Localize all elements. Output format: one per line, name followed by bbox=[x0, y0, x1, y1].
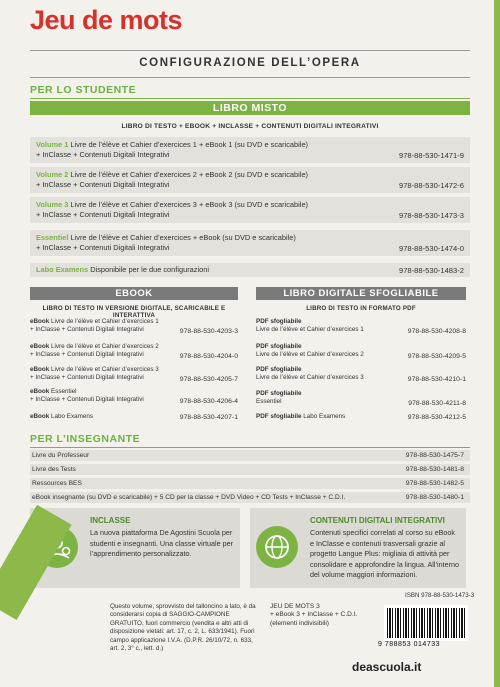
item-description-extra: + InClasse + Contenuti Digitali Integrativi bbox=[36, 149, 170, 159]
item-description: Labo Examens bbox=[51, 413, 94, 420]
globe-icon bbox=[256, 526, 298, 568]
item-description: Disponibile per le due configurazioni bbox=[90, 265, 209, 274]
item-description: Livre de l’élève et Cahier d’exercices 2 + eBook 2 (su DVD e scaricabile) bbox=[70, 170, 309, 179]
list-item bbox=[256, 413, 466, 422]
item-description: Livre de l’élève et Cahier d’exercices 2 bbox=[51, 343, 159, 350]
item-description-extra: + InClasse + Contenuti Digitali Integrativi bbox=[36, 209, 170, 219]
isbn-code: 978-88-530-1475-7 bbox=[405, 452, 464, 459]
volume-label: Volume 1 bbox=[36, 140, 69, 149]
isbn-code: 978-88-530-1473-3 bbox=[398, 210, 464, 220]
isbn-code: 978-88-530-1480-1 bbox=[405, 494, 464, 501]
legal-notice: Questo volume, sprovvisto del talloncino a lato, è da considerarsi copia di SAGGIO-CAMPIONE GRATUITO, fuori commercio (vendita e altri atti di disposizione vietati: art. 17, c. 2, L. 633/1941). Fuori campo applicazione I.V.A. (D.P.R. 26/10/72, n. 633, art. 2, 3° c., lett. d.) bbox=[110, 603, 256, 653]
cdi-box bbox=[250, 508, 466, 588]
ebook-label: eBook bbox=[30, 388, 50, 395]
item-description: Labo Examens bbox=[303, 413, 346, 420]
item-description: Livre de l’élève et Cahier d’exercices + eBook (su DVD e scaricabile) bbox=[70, 233, 296, 242]
volume-label: Volume 3 bbox=[36, 200, 69, 209]
item-description: Livre des Tests bbox=[32, 466, 76, 473]
libro-misto-bar: LIBRO MISTO bbox=[30, 101, 470, 115]
barcode bbox=[384, 605, 468, 641]
item-description: eBook insegnante (su DVD e scaricabile) + 5 CD per la classe + DVD Video + CD Tests + InClasse + C.D.I. bbox=[32, 494, 346, 501]
item-description: Livre de l’élève et Cahier d’exercices 3 bbox=[256, 374, 364, 381]
isbn-code: 978-88-530-1483-2 bbox=[398, 265, 464, 275]
cdi-text: Contenuti specifici correlati al corso su eBook e InClasse e contenuti trasversali grazie al progetto Langue Plus: migliaia di attività per consolidare e approfondire la lingua. All’interno del volume maggiori informazioni. bbox=[310, 528, 460, 579]
item-description-extra: + InClasse + Contenuti Digitali Integrativi bbox=[36, 242, 170, 252]
isbn-code: 978-88-530-1472-6 bbox=[398, 180, 464, 190]
pdf-label: PDF sfogliabile bbox=[256, 413, 302, 420]
product-line: + eBook 3 + InClasse + C.D.I. bbox=[270, 611, 358, 619]
isbn-code: 978-88-530-4207-1 bbox=[179, 414, 238, 421]
ebook-label: eBook bbox=[30, 413, 50, 420]
isbn-code: 978-88-530-1471-9 bbox=[398, 150, 464, 160]
ebook-bar: EBOOK bbox=[30, 287, 238, 300]
list-item bbox=[30, 464, 470, 475]
list-item bbox=[30, 413, 238, 422]
item-description: Livre de l’élève et Cahier d’exercices 3 bbox=[51, 366, 159, 373]
list-item bbox=[30, 388, 238, 406]
isbn-label: ISBN 978-88-530-1473-3 bbox=[405, 592, 475, 599]
item-description: Essentiel bbox=[51, 388, 77, 395]
item-description: Livre de l’élève et Cahier d’exercices 1 + eBook 1 (su DVD e scaricabile) bbox=[70, 140, 309, 149]
isbn-code: 978-88-530-4204-0 bbox=[179, 353, 238, 360]
book-title: Jeu de mots bbox=[30, 5, 183, 35]
teacher-heading: PER L’INSEGNANTE bbox=[30, 433, 141, 445]
ebook-label: eBook bbox=[30, 366, 50, 373]
inclasse-text: La nuova piattaforma De Agostini Scuola per studenti e insegnanti. Una classe virtuale per l’apprendimento personalizzato. bbox=[90, 528, 234, 558]
list-item bbox=[30, 343, 238, 361]
item-description: Livre de l’élève et Cahier d’exercices 2 bbox=[256, 351, 364, 358]
isbn-code: 978-88-530-4205-7 bbox=[179, 376, 238, 383]
pdf-label: PDF sfogliabile bbox=[256, 318, 302, 325]
list-item bbox=[30, 478, 470, 489]
item-description-extra: + InClasse + Contenuti Digitali Integrativi bbox=[30, 326, 144, 333]
list-item bbox=[30, 230, 470, 256]
labo-label: Labo Examens bbox=[36, 265, 89, 274]
isbn-code: 978-88-530-1481-8 bbox=[405, 466, 464, 473]
list-item bbox=[256, 390, 466, 408]
item-description-extra: + InClasse + Contenuti Digitali Integrativi bbox=[30, 351, 144, 358]
item-description-extra: + InClasse + Contenuti Digitali Integrativi bbox=[36, 179, 170, 189]
isbn-code: 978-88-530-1474-0 bbox=[398, 243, 464, 253]
list-item bbox=[30, 492, 470, 503]
pdf-label: PDF sfogliabile bbox=[256, 343, 302, 350]
item-description: Essentiel bbox=[256, 398, 282, 405]
isbn-code: 978-88-530-1482-5 bbox=[405, 480, 464, 487]
list-item bbox=[30, 450, 470, 461]
pdf-label: PDF sfogliabile bbox=[256, 390, 302, 397]
isbn-code: 978-88-530-4208-8 bbox=[407, 328, 466, 335]
isbn-code: 978-88-530-4206-4 bbox=[179, 398, 238, 405]
divider bbox=[30, 447, 470, 448]
list-item bbox=[30, 366, 238, 384]
item-description-extra: + InClasse + Contenuti Digitali Integrativi bbox=[30, 374, 144, 381]
barcode-number: 9 788853 014733 bbox=[378, 641, 440, 648]
ebook-label: eBook bbox=[30, 343, 50, 350]
item-description-extra: + InClasse + Contenuti Digitali Integrativi bbox=[30, 396, 144, 403]
pdf-label: PDF sfogliabile bbox=[256, 366, 302, 373]
list-item bbox=[30, 318, 238, 336]
isbn-code: 978-88-530-4209-5 bbox=[407, 353, 466, 360]
cdi-title: CONTENUTI DIGITALI INTEGRATIVI bbox=[310, 516, 445, 525]
product-line: JEU DE MOTS 3 bbox=[270, 603, 320, 610]
volume-label: Volume 2 bbox=[36, 170, 69, 179]
sfogliabile-subhead: LIBRO DI TESTO IN FORMATO PDF bbox=[306, 305, 416, 312]
libro-misto-subhead: LIBRO DI TESTO + EBOOK + INCLASSE + CONTENUTI DIGITALI INTEGRATIVI bbox=[121, 123, 379, 130]
item-description: Livre de l’élève et Cahier d’exercices 3 + eBook 3 (su DVD e scaricabile) bbox=[70, 200, 309, 209]
item-description: Livre du Professeur bbox=[32, 452, 90, 459]
ebook-subhead: LIBRO DI TESTO IN VERSIONE DIGITALE, SCARICABILE E INTERATTIVA bbox=[42, 305, 226, 319]
isbn-code: 978-88-530-4212-5 bbox=[407, 414, 466, 421]
list-item bbox=[256, 366, 466, 384]
right-edge-stripe bbox=[494, 0, 500, 687]
list-item bbox=[30, 137, 470, 163]
list-item bbox=[256, 318, 466, 336]
list-item bbox=[30, 197, 470, 223]
student-heading: PER LO STUDENTE bbox=[30, 84, 137, 96]
list-item bbox=[30, 167, 470, 193]
product-description bbox=[270, 603, 380, 628]
website[interactable]: deascuola.it bbox=[352, 660, 422, 674]
divider bbox=[30, 98, 470, 99]
list-item bbox=[30, 263, 470, 277]
divider bbox=[30, 77, 470, 78]
inclasse-title: INCLASSE bbox=[90, 516, 131, 525]
isbn-code: 978-88-530-4210-1 bbox=[407, 376, 466, 383]
list-item bbox=[256, 343, 466, 361]
ebook-label: eBook bbox=[30, 318, 50, 325]
item-description: Ressources BES bbox=[32, 480, 82, 487]
product-line: (elementi indivisibili) bbox=[270, 619, 329, 627]
isbn-code: 978-88-530-4211-8 bbox=[408, 400, 466, 407]
sfogliabile-bar: LIBRO DIGITALE SFOGLIABILE bbox=[256, 287, 466, 300]
volume-label: Essentiel bbox=[36, 233, 69, 242]
item-description: Livre de l’élève et Cahier d’exercices 1 bbox=[256, 326, 364, 333]
configuration-heading: CONFIGURAZIONE DELL’OPERA bbox=[139, 57, 361, 69]
isbn-code: 978-88-530-4203-3 bbox=[179, 328, 238, 335]
item-description: Livre de l’élève et Cahier d’exercices 1 bbox=[51, 318, 159, 325]
divider bbox=[30, 50, 470, 51]
